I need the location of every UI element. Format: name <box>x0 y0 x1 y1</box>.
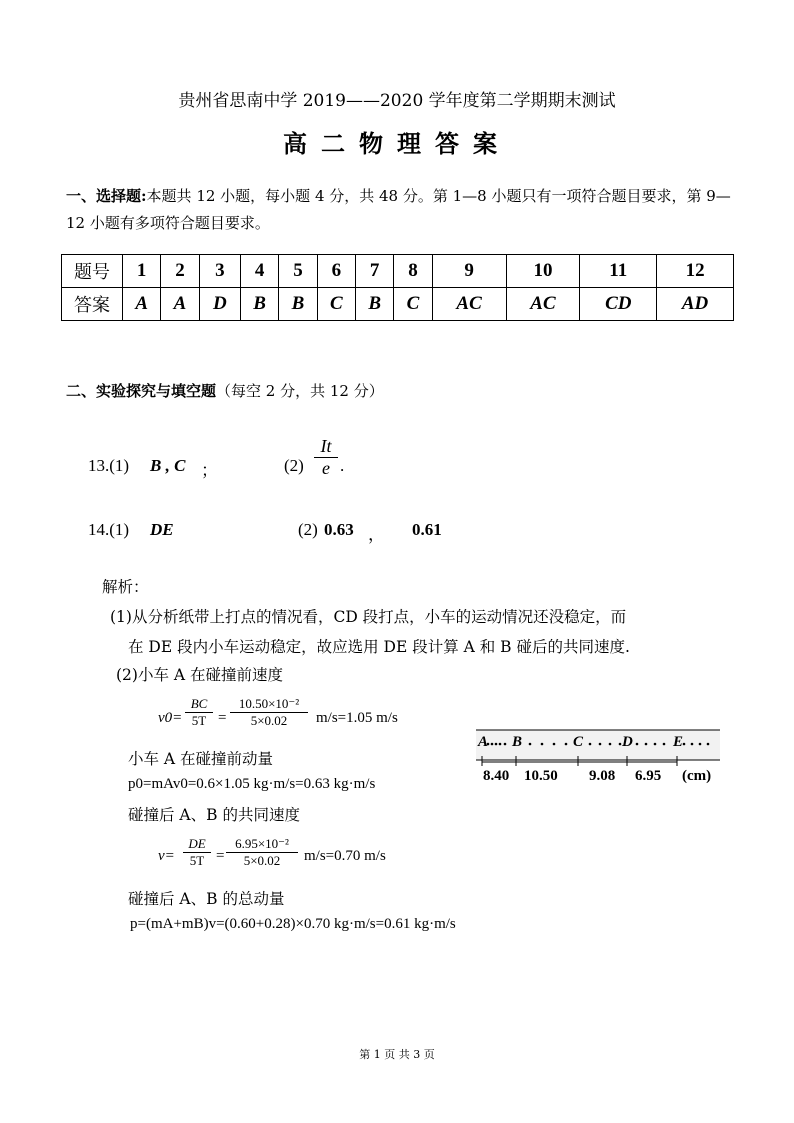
tape-point-e: E <box>673 734 684 750</box>
p-equation: p=(mA+mB)v=(0.60+0.28)×0.70 kg·m/s=0.61 kg·m/s <box>130 916 456 932</box>
fraction-numerator: BC <box>190 696 208 711</box>
tape-dot <box>654 743 657 746</box>
section1-intro <box>66 183 738 237</box>
fraction-denominator: 5T <box>185 712 213 729</box>
v-fraction2 <box>226 836 298 869</box>
answer-cell: AD <box>657 288 734 321</box>
paper-tape-diagram <box>472 722 724 788</box>
tape-point-b: B <box>512 734 523 750</box>
v0-lhs: v0= <box>158 710 183 726</box>
v-rhs: m/s=0.70 m/s <box>304 848 386 864</box>
question-number: 10 <box>506 255 580 288</box>
page-footer: 第 1 页 共 3 页 <box>359 1048 435 1061</box>
page-title: 高二物理答案 <box>283 129 511 158</box>
tape-dot <box>529 743 532 746</box>
tape-unit: (cm) <box>682 768 712 784</box>
q14-label: 14.(1) <box>88 520 130 539</box>
question-number: 9 <box>432 255 506 288</box>
tape-point-a: A <box>478 734 489 750</box>
answer-cell: AC <box>432 288 506 321</box>
answer-cell: A <box>123 288 161 321</box>
tape-segment-cd: 9.08 <box>589 768 616 784</box>
answer-table-answer-row <box>62 288 734 321</box>
analysis-heading: 解析： <box>102 578 149 596</box>
answer-cell: B <box>240 288 278 321</box>
v-fraction1 <box>183 836 211 869</box>
tape-dot <box>541 743 544 746</box>
answer-cell: C <box>394 288 432 321</box>
question-number: 3 <box>199 255 240 288</box>
fraction-denominator: 5×0.02 <box>230 712 308 729</box>
answer-table-number-row <box>62 255 734 288</box>
school-exam-line: 贵州省思南中学 2019——2020 学年度第二学期期末测试 <box>178 91 616 111</box>
q13-label: 13.(1) <box>88 456 130 475</box>
fraction-numerator: 6.95×10⁻² <box>235 836 289 851</box>
fraction-numerator: DE <box>188 836 206 851</box>
section1-heading: 一、选择题: <box>66 187 147 205</box>
q14-answer1: DE <box>150 520 174 539</box>
tape-segment-bc: 10.50 <box>524 768 558 784</box>
answer-table <box>61 254 734 321</box>
tape-point-d: D <box>622 734 633 750</box>
answer-cell: CD <box>580 288 657 321</box>
tape-segment-ab: 8.40 <box>483 768 510 784</box>
answer-cell: D <box>199 288 240 321</box>
question-number: 1 <box>123 255 161 288</box>
question-number: 7 <box>356 255 394 288</box>
analysis-p2: (2)小车 A 在碰撞前速度 <box>116 666 284 684</box>
q14-answer2b: 0.61 <box>412 520 442 539</box>
v0-rhs: m/s=1.05 m/s <box>316 710 398 726</box>
fraction-numerator: 10.50×10⁻² <box>238 696 300 711</box>
v0-fraction1 <box>185 696 213 729</box>
p0-equation: p0=mAv0=0.6×1.05 kg·m/s=0.63 kg·m/s <box>128 776 376 792</box>
q13-separator: ； <box>201 461 218 480</box>
v0-fraction2 <box>230 696 308 729</box>
v0-equals: = <box>218 710 227 726</box>
tape-dot <box>495 743 498 746</box>
q14-separator: ， <box>368 525 385 544</box>
analysis-p4: 碰撞后 A、B 的共同速度 <box>128 806 300 824</box>
tape-dot <box>499 743 502 746</box>
fraction-numerator: It <box>320 436 332 456</box>
tape-dot <box>707 743 710 746</box>
fraction-denominator: 5×0.02 <box>226 852 298 869</box>
row-label-answer: 答案 <box>62 288 123 321</box>
answer-cell: B <box>279 288 317 321</box>
question-number: 2 <box>161 255 199 288</box>
tape-dot <box>691 743 694 746</box>
q13-label2: (2) <box>284 456 304 475</box>
question-number: 4 <box>240 255 278 288</box>
analysis-p1-line2: 在 DE 段内小车运动稳定，故应选用 DE 段计算 A 和 B 碰后的共同速度. <box>128 638 630 656</box>
question-number: 12 <box>657 255 734 288</box>
section2-heading-line <box>66 380 384 401</box>
tape-point-c: C <box>573 734 584 750</box>
tape-dot <box>589 743 592 746</box>
tape-dot <box>599 743 602 746</box>
section2-heading: 二、实验探究与填空题 <box>66 382 217 400</box>
question-number: 8 <box>394 255 432 288</box>
tape-dot <box>683 743 686 746</box>
q13-fraction <box>314 436 338 479</box>
tape-dot <box>565 743 568 746</box>
q14-answer2a: 0.63 <box>324 520 354 539</box>
q14-label2: (2) <box>298 520 318 539</box>
section2-note: （每空 2 分，共 12 分） <box>216 382 384 400</box>
v-lhs: v= <box>158 848 175 864</box>
answer-cell: B <box>356 288 394 321</box>
q13-end: . <box>340 456 345 475</box>
tape-dot <box>491 743 494 746</box>
tape-dot <box>504 743 507 746</box>
v-equals: = <box>216 848 225 864</box>
fraction-denominator: 5T <box>183 852 211 869</box>
row-label-number: 题号 <box>62 255 123 288</box>
analysis-p5: 碰撞后 A、B 的总动量 <box>128 890 285 908</box>
q13-answer1: B , C <box>150 456 186 475</box>
tape-dot <box>619 743 622 746</box>
question-number: 6 <box>317 255 355 288</box>
question-number: 11 <box>580 255 657 288</box>
section1-instructions: 本题共 12 小题，每小题 4 分，共 48 分。第 1—8 小题只有一项符合题目要求，第 9—12 小题有多项符合题目要求。 <box>66 187 731 232</box>
answer-cell: AC <box>506 288 580 321</box>
analysis-p3: 小车 A 在碰撞前动量 <box>128 750 274 768</box>
tape-dot <box>636 743 639 746</box>
question-number: 5 <box>279 255 317 288</box>
tape-dot <box>645 743 648 746</box>
answer-cell: A <box>161 288 199 321</box>
fraction-denominator: e <box>314 457 338 479</box>
answer-cell: C <box>317 288 355 321</box>
tape-dot <box>699 743 702 746</box>
tape-segment-de: 6.95 <box>635 768 662 784</box>
tape-dot <box>609 743 612 746</box>
tape-dot <box>553 743 556 746</box>
analysis-p1-line1: (1)从分析纸带上打点的情况看，CD 段打点，小车的运动情况还没稳定，而 <box>110 608 627 626</box>
tape-dot <box>663 743 666 746</box>
